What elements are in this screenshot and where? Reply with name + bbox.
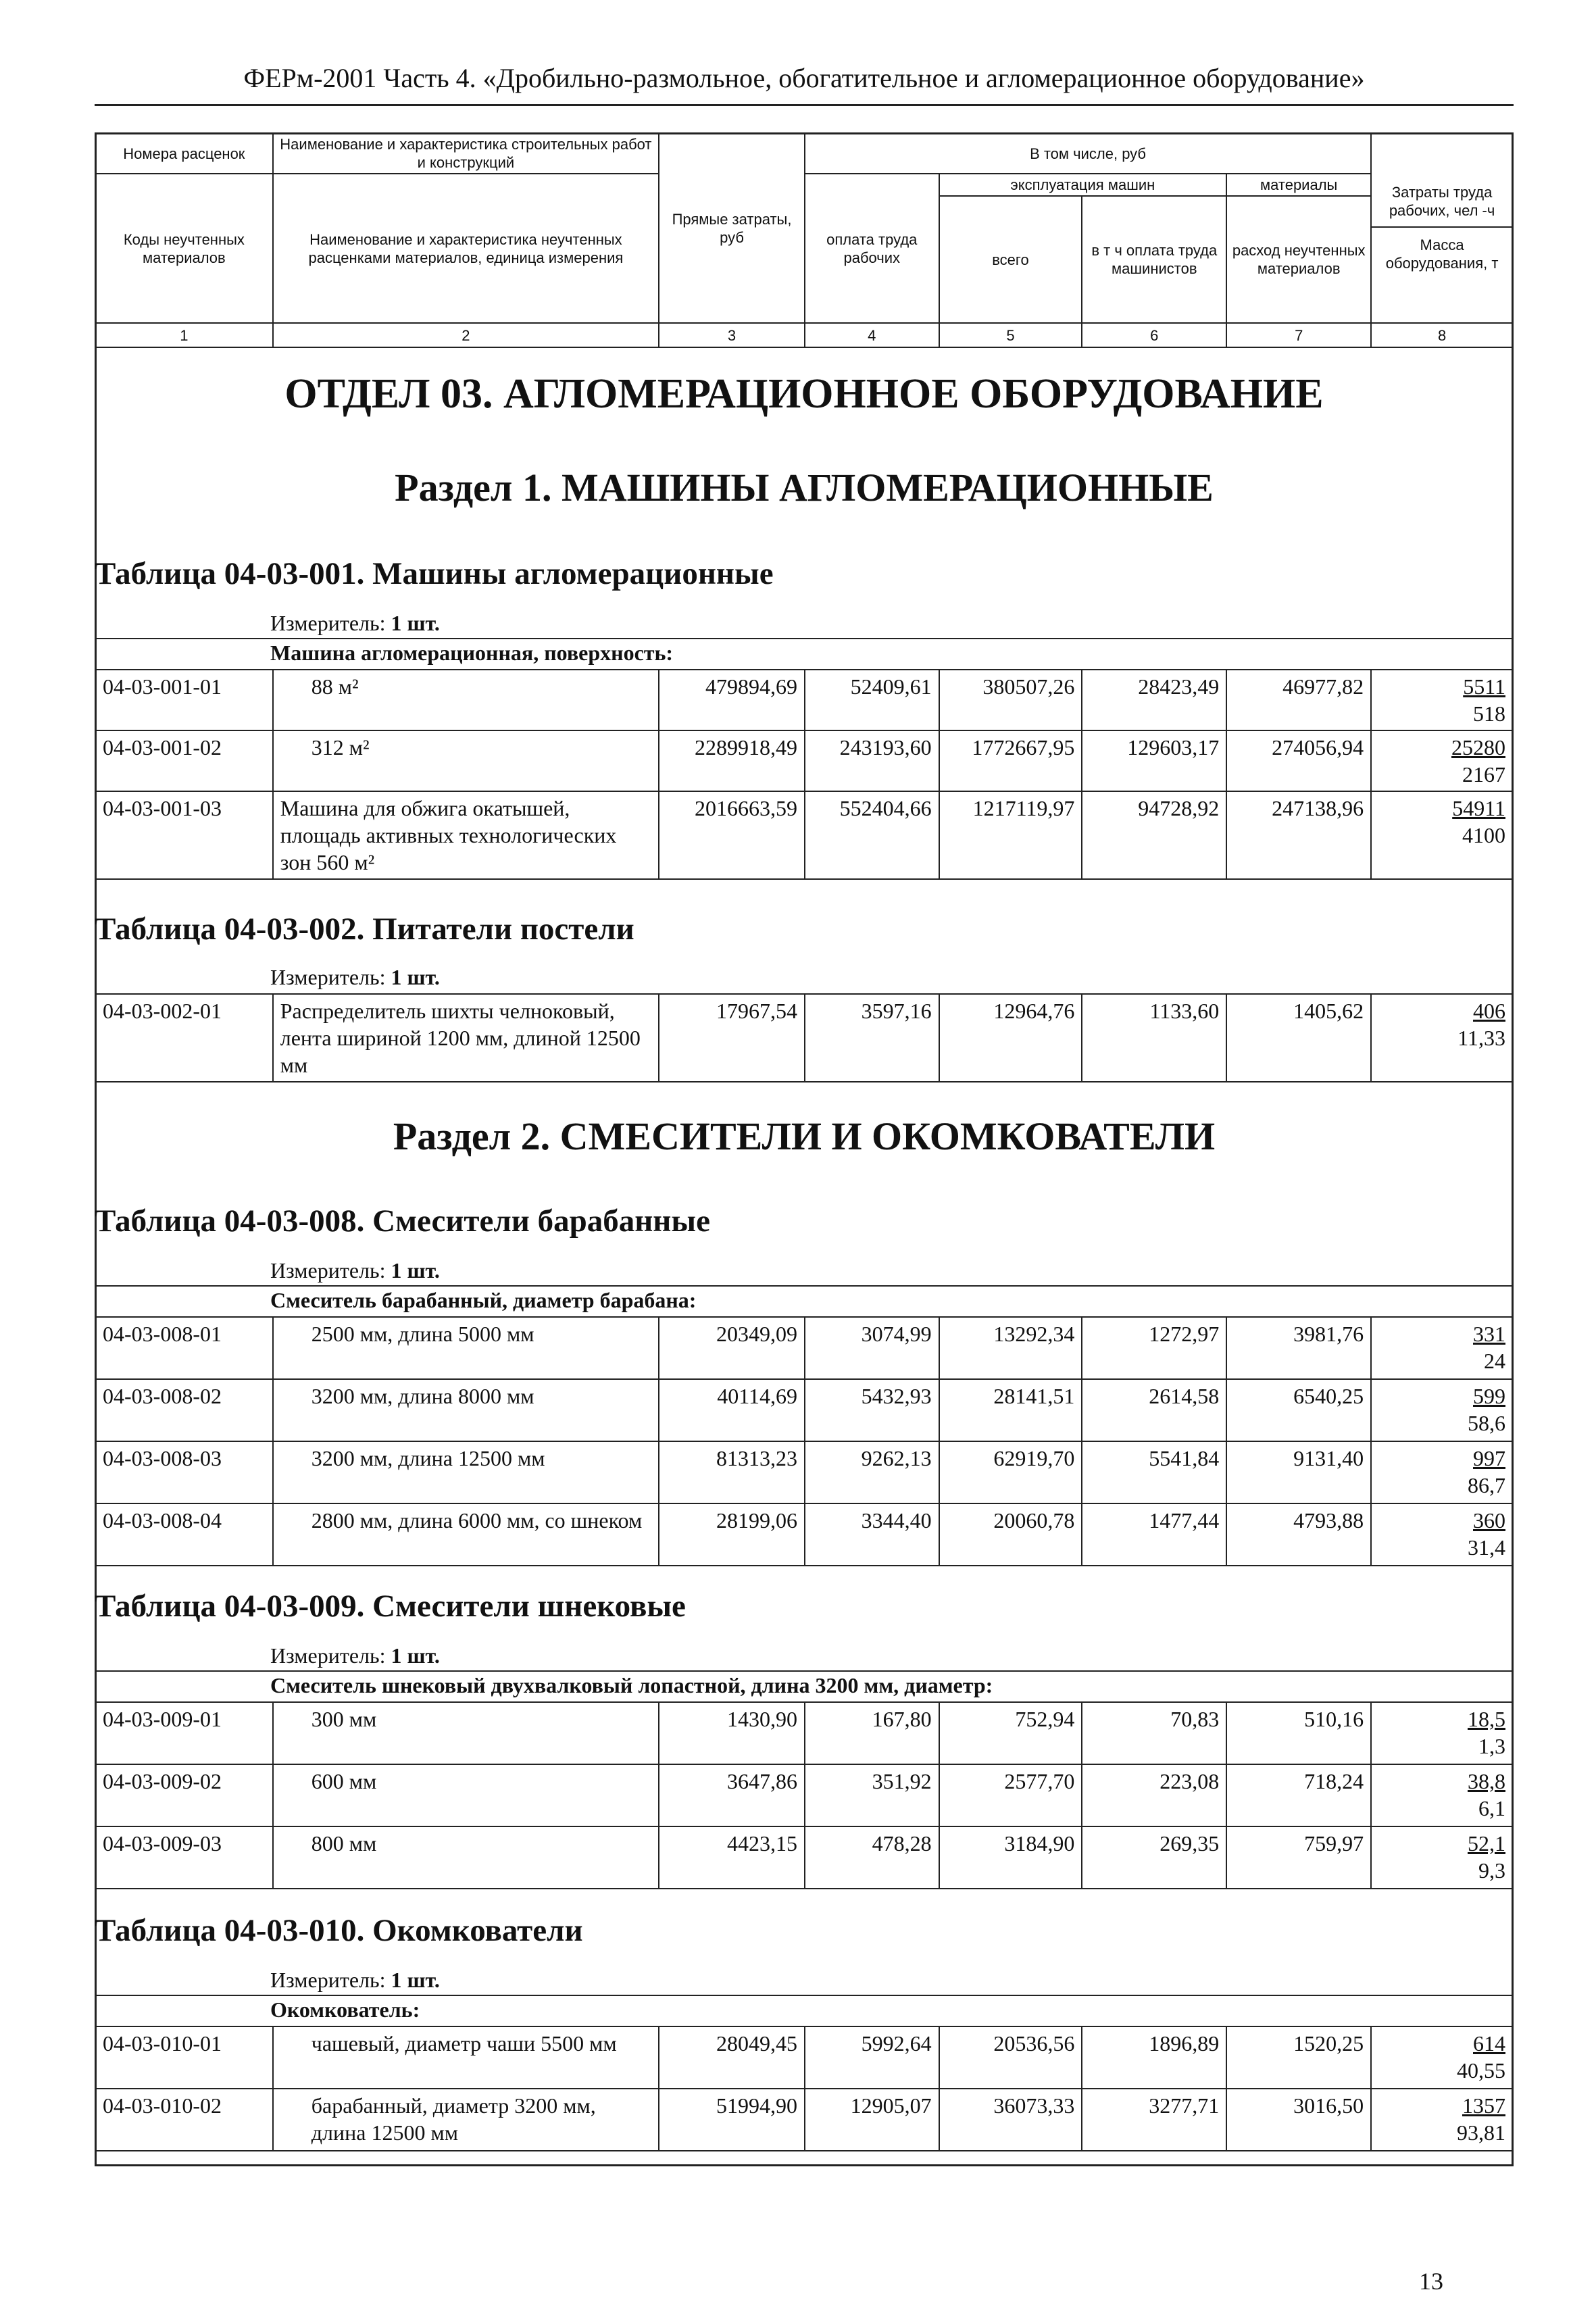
machines-total: 20536,56 (939, 2026, 1082, 2089)
equipment-mass: 2167 (1462, 762, 1505, 787)
hdr-num-3: 3 (659, 323, 805, 347)
labor-hours: 25280 (1451, 735, 1505, 760)
materials: 9131,40 (1226, 1441, 1371, 1503)
equipment-mass: 1,3 (1478, 1734, 1505, 1758)
table-008-title: Таблица 04-03-008. Смесители барабанные (95, 1203, 710, 1239)
equipment-mass: 58,6 (1468, 1411, 1505, 1435)
labor-hours: 5511 (1463, 674, 1505, 699)
unit-value: 1 шт. (391, 1968, 440, 1992)
materials: 510,16 (1226, 1702, 1371, 1764)
rate-name: 88 м² (273, 670, 659, 730)
labor-hours: 38,8 (1468, 1769, 1505, 1793)
worker-pay: 12905,07 (805, 2089, 939, 2151)
table-row (95, 1503, 1513, 1566)
equipment-mass: 9,3 (1478, 1858, 1505, 1883)
hdr-material-codes: Коды неучтенных материалов (95, 174, 273, 323)
rate-code: 04-03-008-01 (95, 1317, 273, 1379)
hdr-num-6: 6 (1082, 323, 1226, 347)
machines-total: 752,94 (939, 1702, 1082, 1764)
rate-name: 800 мм (273, 1826, 659, 1889)
machines-total: 36073,33 (939, 2089, 1082, 2151)
rate-name: Машина для обжига окатышей, площадь активных технологических зон 560 м² (273, 791, 659, 879)
equipment-mass: 11,33 (1457, 1026, 1505, 1050)
labor-hours: 599 (1473, 1384, 1505, 1408)
rate-name: 3200 мм, длина 12500 мм (273, 1441, 659, 1503)
table-009-group: Смеситель шнековый двухвалковый лопастной, длина 3200 мм, диаметр: (270, 1673, 993, 1697)
rate-code: 04-03-009-03 (95, 1826, 273, 1889)
labor-hours: 1357 (1462, 2093, 1505, 2118)
direct-costs: 28049,45 (659, 2026, 805, 2089)
worker-pay: 3344,40 (805, 1503, 939, 1566)
machines-total: 3184,90 (939, 1826, 1082, 1889)
worker-pay: 552404,66 (805, 791, 939, 879)
direct-costs: 1430,90 (659, 1702, 805, 1764)
table-row (95, 1441, 1513, 1503)
unit-label: Измеритель: (270, 611, 386, 635)
unit-value: 1 шт. (391, 1258, 440, 1283)
labor-hours: 52,1 (1468, 1831, 1505, 1856)
materials: 247138,96 (1226, 791, 1371, 879)
table-row (95, 2089, 1513, 2151)
header-rule (95, 104, 1514, 106)
machines-total: 20060,78 (939, 1503, 1082, 1566)
operator-pay: 1896,89 (1082, 2026, 1226, 2089)
table-010-group: Окомкователь: (270, 1997, 420, 2022)
direct-costs: 40114,69 (659, 1379, 805, 1441)
hdr-labor-hours: Затраты труда рабочих, чел -ч (1372, 176, 1512, 228)
labor-mass (1371, 1826, 1513, 1889)
machines-total: 380507,26 (939, 670, 1082, 730)
labor-mass (1371, 1702, 1513, 1764)
hdr-operator-pay: в т ч оплата труда машинистов (1082, 196, 1226, 323)
worker-pay: 5432,93 (805, 1379, 939, 1441)
section-2-title: Раздел 2. СМЕСИТЕЛИ И ОКОМКОВАТЕЛИ (393, 1114, 1216, 1158)
labor-mass (1371, 1379, 1513, 1441)
rate-code: 04-03-001-02 (95, 730, 273, 791)
materials: 3016,50 (1226, 2089, 1371, 2151)
worker-pay: 9262,13 (805, 1441, 939, 1503)
operator-pay: 1477,44 (1082, 1503, 1226, 1566)
direct-costs: 20349,09 (659, 1317, 805, 1379)
rate-code: 04-03-008-03 (95, 1441, 273, 1503)
divider (95, 1670, 1514, 1672)
rate-code: 04-03-008-02 (95, 1379, 273, 1441)
table-row (95, 1317, 1513, 1379)
worker-pay: 243193,60 (805, 730, 939, 791)
table-001-unit (270, 611, 440, 636)
hdr-num-7: 7 (1226, 323, 1371, 347)
labor-mass (1371, 2089, 1513, 2151)
hdr-num-4: 4 (805, 323, 939, 347)
hdr-machines: эксплуатация машин (939, 174, 1227, 196)
department-title: ОТДЕЛ 03. АГЛОМЕРАЦИОННОЕ ОБОРУДОВАНИЕ (284, 371, 1324, 417)
table-008 (95, 1316, 1514, 1566)
hdr-num-1: 1 (95, 323, 273, 347)
labor-mass (1371, 1317, 1513, 1379)
materials: 759,97 (1226, 1826, 1371, 1889)
divider (95, 1995, 1514, 1996)
table-row (95, 1764, 1513, 1826)
hdr-direct-costs: Прямые затраты, руб (659, 133, 805, 323)
rate-code: 04-03-001-01 (95, 670, 273, 730)
labor-hours: 360 (1473, 1508, 1505, 1533)
table-002-title: Таблица 04-03-002. Питатели постели (95, 912, 634, 947)
hdr-num-8: 8 (1371, 323, 1513, 347)
worker-pay: 478,28 (805, 1826, 939, 1889)
table-row (95, 791, 1513, 879)
section-1-title: Раздел 1. МАШИНЫ АГЛОМЕРАЦИОННЫЕ (395, 466, 1214, 509)
table-row (95, 1379, 1513, 1441)
divider (95, 638, 1514, 639)
machines-total: 1772667,95 (939, 730, 1082, 791)
table-009-title: Таблица 04-03-009. Смесители шнековые (95, 1589, 686, 1624)
table-008-unit (270, 1258, 440, 1283)
operator-pay: 129603,17 (1082, 730, 1226, 791)
materials: 274056,94 (1226, 730, 1371, 791)
worker-pay: 5992,64 (805, 2026, 939, 2089)
table-001-title: Таблица 04-03-001. Машины агломерационные (95, 556, 774, 591)
materials: 3981,76 (1226, 1317, 1371, 1379)
column-header (95, 132, 1514, 348)
rate-name: 2500 мм, длина 5000 мм (273, 1317, 659, 1379)
table-009-unit (270, 1643, 440, 1668)
labor-hours: 406 (1473, 999, 1505, 1023)
direct-costs: 2016663,59 (659, 791, 805, 879)
rate-code: 04-03-010-02 (95, 2089, 273, 2151)
labor-mass (1371, 1503, 1513, 1566)
labor-mass (1371, 994, 1513, 1082)
operator-pay: 70,83 (1082, 1702, 1226, 1764)
labor-hours: 331 (1473, 1322, 1505, 1346)
unit-value: 1 шт. (391, 1643, 440, 1668)
table-row (95, 730, 1513, 791)
direct-costs: 479894,69 (659, 670, 805, 730)
machines-total: 12964,76 (939, 994, 1082, 1082)
rate-name: Распределитель шихты челноковый, лента шириной 1200 мм, длиной 12500 мм (273, 994, 659, 1082)
unit-label: Измеритель: (270, 1643, 386, 1668)
direct-costs: 2289918,49 (659, 730, 805, 791)
equipment-mass: 518 (1473, 701, 1505, 726)
materials: 46977,82 (1226, 670, 1371, 730)
rate-name: барабанный, диаметр 3200 мм, длина 12500 мм (273, 2089, 659, 2151)
page-number: 13 (1419, 2268, 1443, 2295)
table-002-unit (270, 965, 440, 990)
operator-pay: 223,08 (1082, 1764, 1226, 1826)
rate-name: 600 мм (273, 1764, 659, 1826)
unit-value: 1 шт. (391, 611, 440, 635)
rate-name: 300 мм (273, 1702, 659, 1764)
table-002 (95, 993, 1514, 1082)
operator-pay: 94728,92 (1082, 791, 1226, 879)
table-row (95, 1826, 1513, 1889)
worker-pay: 3597,16 (805, 994, 939, 1082)
rate-name: 3200 мм, длина 8000 мм (273, 1379, 659, 1441)
table-row (95, 670, 1513, 730)
direct-costs: 51994,90 (659, 2089, 805, 2151)
hdr-rate-number: Номера расценок (95, 133, 273, 174)
machines-total: 28141,51 (939, 1379, 1082, 1441)
labor-mass (1371, 1441, 1513, 1503)
direct-costs: 17967,54 (659, 994, 805, 1082)
rate-code: 04-03-002-01 (95, 994, 273, 1082)
operator-pay: 3277,71 (1082, 2089, 1226, 2151)
equipment-mass: 6,1 (1478, 1796, 1505, 1820)
table-010-title: Таблица 04-03-010. Окомкователи (95, 1913, 583, 1948)
table-row (95, 1702, 1513, 1764)
direct-costs: 4423,15 (659, 1826, 805, 1889)
divider (95, 1285, 1514, 1287)
labor-hours: 54911 (1452, 796, 1505, 820)
labor-hours: 997 (1473, 1446, 1505, 1470)
operator-pay: 28423,49 (1082, 670, 1226, 730)
hdr-labor-hours-mass (1371, 133, 1513, 323)
rate-code: 04-03-009-01 (95, 1702, 273, 1764)
labor-hours: 614 (1473, 2031, 1505, 2056)
equipment-mass: 86,7 (1468, 1473, 1505, 1497)
labor-mass (1371, 1764, 1513, 1826)
table-row (95, 2026, 1513, 2089)
labor-mass (1371, 670, 1513, 730)
direct-costs: 3647,86 (659, 1764, 805, 1826)
equipment-mass: 4100 (1462, 823, 1505, 847)
materials: 4793,88 (1226, 1503, 1371, 1566)
equipment-mass: 93,81 (1457, 2120, 1505, 2145)
hdr-num-2: 2 (273, 323, 659, 347)
unit-label: Измеритель: (270, 1968, 386, 1992)
unit-value: 1 шт. (391, 965, 440, 989)
hdr-work-name: Наименование и характеристика строительных работ и конструкций (273, 133, 659, 174)
machines-total: 62919,70 (939, 1441, 1082, 1503)
labor-mass (1371, 730, 1513, 791)
direct-costs: 81313,23 (659, 1441, 805, 1503)
operator-pay: 5541,84 (1082, 1441, 1226, 1503)
table-008-group: Смеситель барабанный, диаметр барабана: (270, 1288, 697, 1312)
materials: 6540,25 (1226, 1379, 1371, 1441)
equipment-mass: 31,4 (1468, 1535, 1505, 1560)
rate-code: 04-03-001-03 (95, 791, 273, 879)
worker-pay: 167,80 (805, 1702, 939, 1764)
materials: 1520,25 (1226, 2026, 1371, 2089)
hdr-including: В том числе, руб (805, 133, 1371, 174)
worker-pay: 3074,99 (805, 1317, 939, 1379)
labor-hours: 18,5 (1468, 1707, 1505, 1731)
materials: 1405,62 (1226, 994, 1371, 1082)
table-009 (95, 1701, 1514, 1889)
operator-pay: 1133,60 (1082, 994, 1226, 1082)
worker-pay: 351,92 (805, 1764, 939, 1826)
rate-code: 04-03-009-02 (95, 1764, 273, 1826)
hdr-materials: материалы (1226, 174, 1371, 196)
operator-pay: 2614,58 (1082, 1379, 1226, 1441)
hdr-material-name: Наименование и характеристика неучтенных расценками материалов, единица измерения (273, 174, 659, 323)
table-001 (95, 669, 1514, 880)
table-row (95, 994, 1513, 1082)
rate-code: 04-03-008-04 (95, 1503, 273, 1566)
machines-total: 2577,70 (939, 1764, 1082, 1826)
direct-costs: 28199,06 (659, 1503, 805, 1566)
materials: 718,24 (1226, 1764, 1371, 1826)
unit-label: Измеритель: (270, 1258, 386, 1283)
labor-mass (1371, 791, 1513, 879)
machines-total: 1217119,97 (939, 791, 1082, 879)
table-010-unit (270, 1968, 440, 1993)
equipment-mass: 24 (1484, 1349, 1505, 1373)
operator-pay: 269,35 (1082, 1826, 1226, 1889)
operator-pay: 1272,97 (1082, 1317, 1226, 1379)
hdr-machines-total: всего (939, 196, 1082, 323)
hdr-worker-pay: оплата труда рабочих (805, 174, 939, 323)
unit-label: Измеритель: (270, 965, 386, 989)
rate-name: 312 м² (273, 730, 659, 791)
rate-name: 2800 мм, длина 6000 мм, со шнеком (273, 1503, 659, 1566)
hdr-num-5: 5 (939, 323, 1082, 347)
hdr-material-consumption: расход неучтенных материалов (1226, 196, 1371, 323)
machines-total: 13292,34 (939, 1317, 1082, 1379)
page-header: ФЕРм-2001 Часть 4. «Дробильно-размольное, обогатительное и агломерационное оборудование» (243, 63, 1365, 93)
labor-mass (1371, 2026, 1513, 2089)
table-010 (95, 2026, 1514, 2151)
worker-pay: 52409,61 (805, 670, 939, 730)
equipment-mass: 40,55 (1457, 2058, 1505, 2083)
table-001-group: Машина агломерационная, поверхность: (270, 641, 674, 665)
hdr-equipment-mass: Масса оборудования, т (1385, 236, 1499, 272)
rate-code: 04-03-010-01 (95, 2026, 273, 2089)
rate-name: чашевый, диаметр чаши 5500 мм (273, 2026, 659, 2089)
